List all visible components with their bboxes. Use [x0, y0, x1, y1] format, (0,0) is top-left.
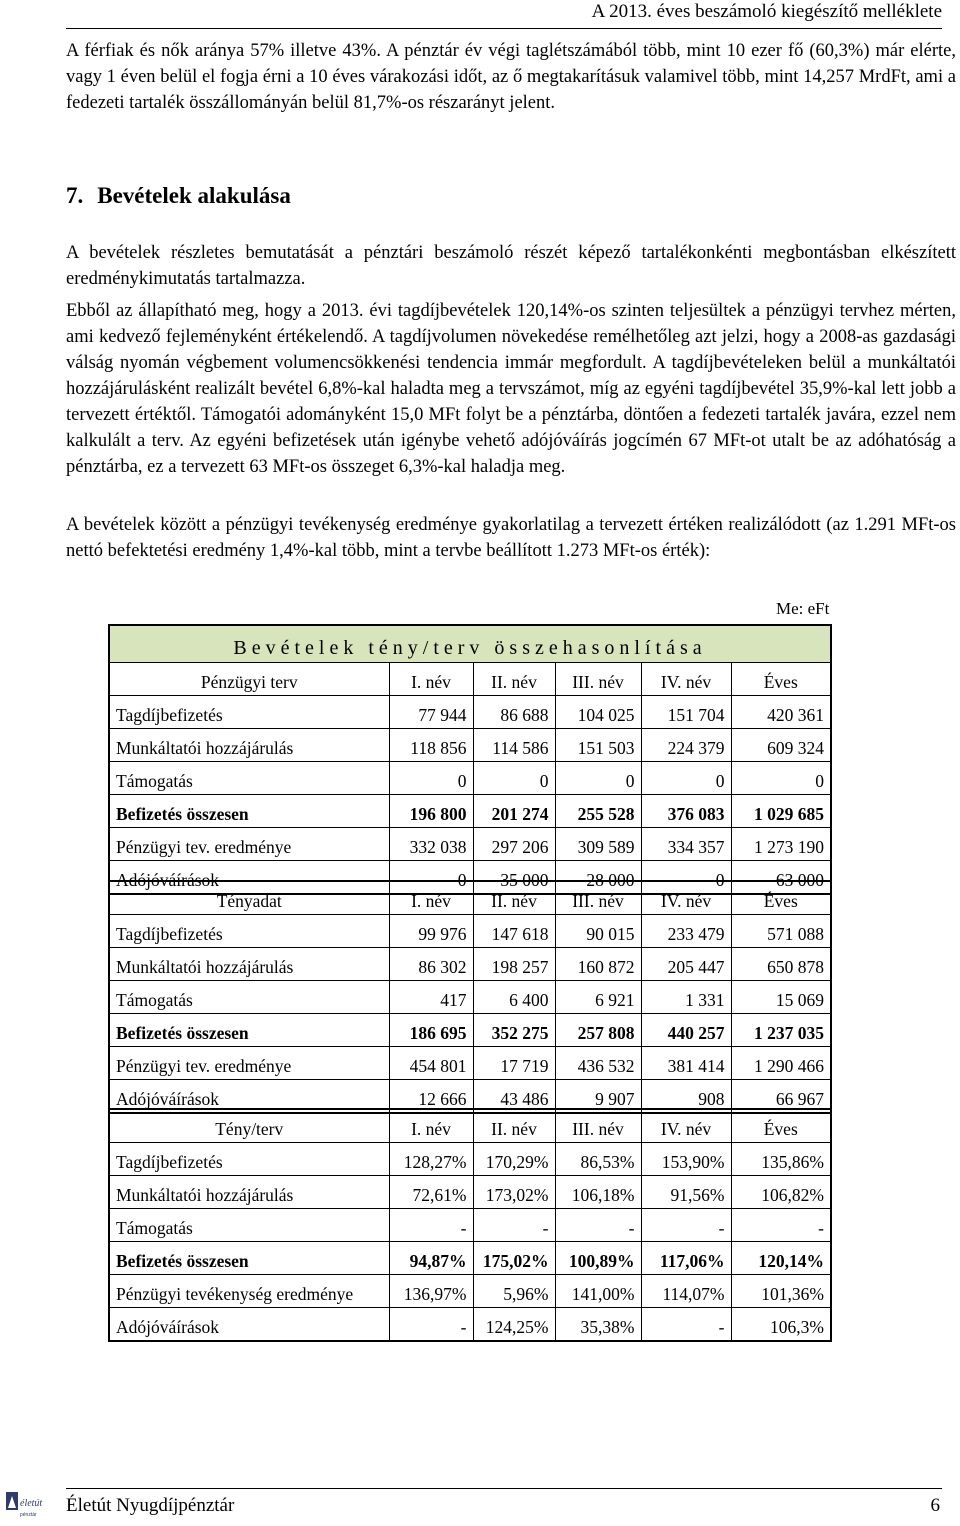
- table-cell: 420 361: [731, 696, 831, 729]
- footer-name: Életút Nyugdíjpénztár: [66, 1495, 235, 1516]
- table-cell: 224 379: [641, 729, 731, 762]
- table-cell: 104 025: [555, 696, 641, 729]
- row-label: Munkáltatói hozzájárulás: [109, 729, 389, 762]
- row-label: Befizetés összesen: [109, 795, 389, 828]
- table-cell: 99 976: [389, 915, 473, 948]
- table-cell: 153,90%: [641, 1143, 731, 1176]
- table-cell: 0: [731, 762, 831, 795]
- table-cell: 101,36%: [731, 1275, 831, 1308]
- row-label: Tagdíjbefizetés: [109, 915, 389, 948]
- table-cell: 128,27%: [389, 1143, 473, 1176]
- header-title: A 2013. éves beszámoló kiegészítő melléklete: [591, 1, 942, 22]
- block-name: Tényadat: [109, 881, 389, 915]
- table-row: [109, 729, 831, 762]
- column-header: IV. név: [641, 663, 731, 696]
- table-cell: 106,18%: [555, 1176, 641, 1209]
- table-cell: 90 015: [555, 915, 641, 948]
- table-cell: 440 257: [641, 1014, 731, 1047]
- logo-text: életút: [20, 1498, 43, 1509]
- section-title: Bevételek alakulása: [97, 183, 291, 208]
- section-number: 7.: [66, 183, 84, 208]
- table-cell: 233 479: [641, 915, 731, 948]
- table-cell: 66 967: [731, 1080, 831, 1114]
- table-cell: 417: [389, 981, 473, 1014]
- table-cell: 91,56%: [641, 1176, 731, 1209]
- table-cell: 0: [641, 861, 731, 895]
- table-row: [109, 1047, 831, 1080]
- table-cell: -: [555, 1209, 641, 1242]
- table-cell: 106,82%: [731, 1176, 831, 1209]
- comparison-title: Bevételek tény/terv összehasonlítása: [109, 625, 831, 663]
- table-cell: 160 872: [555, 948, 641, 981]
- table-cell: 257 808: [555, 1014, 641, 1047]
- actual-table: [108, 880, 832, 1114]
- table-row: [109, 828, 831, 861]
- table-row: [109, 1143, 831, 1176]
- table-cell: 86 302: [389, 948, 473, 981]
- row-label: Munkáltatói hozzájárulás: [109, 1176, 389, 1209]
- column-header: IV. név: [641, 881, 731, 915]
- column-header: Éves: [731, 881, 831, 915]
- column-header: Éves: [731, 1109, 831, 1143]
- table-cell: 114,07%: [641, 1275, 731, 1308]
- table-header-row: [109, 663, 831, 696]
- table-cell: 332 038: [389, 828, 473, 861]
- column-header: I. név: [389, 1109, 473, 1143]
- row-label: Befizetés összesen: [109, 1242, 389, 1275]
- column-header: III. név: [555, 1109, 641, 1143]
- column-header: III. név: [555, 663, 641, 696]
- table-cell: 5,96%: [473, 1275, 555, 1308]
- table-cell: 170,29%: [473, 1143, 555, 1176]
- table-header-row: [109, 1109, 831, 1143]
- row-label: Támogatás: [109, 762, 389, 795]
- table-cell: 0: [555, 762, 641, 795]
- company-logo: [4, 1490, 50, 1522]
- row-label: Pénzügyi tev. eredménye: [109, 828, 389, 861]
- row-label: Pénzügyi tevékenység eredménye: [109, 1275, 389, 1308]
- table-cell: 118 856: [389, 729, 473, 762]
- page-header: [66, 0, 942, 29]
- row-label: Tagdíjbefizetés: [109, 696, 389, 729]
- table-row: [109, 915, 831, 948]
- table-cell: 63 000: [731, 861, 831, 895]
- table-cell: -: [389, 1209, 473, 1242]
- table-cell: 0: [473, 762, 555, 795]
- table-cell: 43 486: [473, 1080, 555, 1114]
- row-label: Munkáltatói hozzájárulás: [109, 948, 389, 981]
- table-cell: 124,25%: [473, 1308, 555, 1342]
- table-cell: 28 000: [555, 861, 641, 895]
- block-name: Pénzügyi terv: [109, 663, 389, 696]
- table-row: [109, 762, 831, 795]
- table-row: [109, 948, 831, 981]
- paragraph-financial-result: A bevételek között a pénzügyi tevékenység eredménye gyakorlatilag a tervezett értéken realizálódott (az 1.291 MFt-os nettó befektetési eredmény 1,4%-kal több, mint a tervbe beállított 1.273 MFt-os érték):: [66, 515, 956, 561]
- page-footer: [66, 1488, 942, 1519]
- table-row-total: [109, 795, 831, 828]
- table-cell: 35 000: [473, 861, 555, 895]
- table-cell: 114 586: [473, 729, 555, 762]
- table-cell: 571 088: [731, 915, 831, 948]
- table-header-row: [109, 881, 831, 915]
- table-cell: 609 324: [731, 729, 831, 762]
- table-cell: 94,87%: [389, 1242, 473, 1275]
- table-cell: 173,02%: [473, 1176, 555, 1209]
- row-label: Támogatás: [109, 981, 389, 1014]
- plan-table: [108, 624, 832, 895]
- table-cell: 147 618: [473, 915, 555, 948]
- column-header: Éves: [731, 663, 831, 696]
- column-header: II. név: [473, 1109, 555, 1143]
- row-label: Adójóváírások: [116, 1089, 220, 1109]
- table-cell: 436 532: [555, 1047, 641, 1080]
- table-cell: 72,61%: [389, 1176, 473, 1209]
- table-row-total: [109, 1242, 831, 1275]
- table-cell: 175,02%: [473, 1242, 555, 1275]
- table-cell: 376 083: [641, 795, 731, 828]
- table-cell: 0: [389, 861, 473, 895]
- table-cell: 151 704: [641, 696, 731, 729]
- table-cell: 0: [641, 762, 731, 795]
- table-cell: 35,38%: [555, 1308, 641, 1342]
- table-cell: 334 357: [641, 828, 731, 861]
- table-cell: 1 237 035: [731, 1014, 831, 1047]
- row-label: Befizetés összesen: [109, 1014, 389, 1047]
- paragraph-revenue-analysis: Ebből az állapítható meg, hogy a 2013. évi tagdíjbevételek 120,14%-os szinten teljesültek a pénzügyi tervhez mérten, ami kedvező fejleményként értékelendő. A tagdíjvolumen növekedése remélhetőleg azt jelzi, hogy a 2008-as gazdasági válság nyomán végbement volumencsökkenési tendencia immár megfordult. A tagdíjbevételeken belül a munkáltatói hozzájárulásként realizált bevétel 6,8%-kal haladta meg a tervszámot, míg az egyéni tagdíjbevétel 35,9%-kal lett jobb a tervezett értéktől. Támogatói adományként 15,0 MFt folyt be a pénztárba, döntően a fedezeti tartalék javára, ezzel nem kalkulált a terv. Az egyéni befizetések után igénybe vehető adójóváírás jogcímén 67 MFt-ot utalt be az adóhatóság a pénztárba, ez a tervezett 63 MFt-os összeget 6,3%-kal haladja meg.: [66, 301, 956, 477]
- block-name: Tény/terv: [109, 1109, 389, 1143]
- column-header: II. név: [473, 881, 555, 915]
- table-cell: 309 589: [555, 828, 641, 861]
- table-cell: -: [641, 1308, 731, 1342]
- table-cell: 86 688: [473, 696, 555, 729]
- paragraph-gender-ratio: A férfiak és nők aránya 57% illetve 43%. A pénztár év végi taglétszámából több, mint 10 ezer fő (60,3%) már elérte, vagy 1 éven belül el fogja érni a 10 éves várakozási időt, az ő megtakarításuk valamivel több, mint 14,257 MrdFt, ami a fedezeti tartalék összállományán belül 81,7%-os részarányt jelent.: [66, 41, 956, 113]
- table-row: [109, 1209, 831, 1242]
- table-cell: 120,14%: [731, 1242, 831, 1275]
- row-label: Adójóváírások: [116, 1317, 220, 1337]
- table-cell: 117,06%: [641, 1242, 731, 1275]
- table-cell: -: [641, 1209, 731, 1242]
- table-cell: 100,89%: [555, 1242, 641, 1275]
- table-cell: 381 414: [641, 1047, 731, 1080]
- logo-subtext: pénztár: [20, 1512, 37, 1518]
- column-header: II. név: [473, 663, 555, 696]
- table-row: [109, 1308, 831, 1342]
- table-cell: 141,00%: [555, 1275, 641, 1308]
- table-cell: 106,3%: [731, 1308, 831, 1342]
- column-header: I. név: [389, 663, 473, 696]
- table-cell: 135,86%: [731, 1143, 831, 1176]
- table-cell: 17 719: [473, 1047, 555, 1080]
- table-cell: -: [731, 1209, 831, 1242]
- table-cell: -: [389, 1308, 473, 1342]
- column-header: IV. név: [641, 1109, 731, 1143]
- table-cell: 201 274: [473, 795, 555, 828]
- table-cell: 77 944: [389, 696, 473, 729]
- table-cell: 0: [389, 762, 473, 795]
- page-number: 6: [930, 1495, 940, 1516]
- column-header: I. név: [389, 881, 473, 915]
- row-label: Támogatás: [109, 1209, 389, 1242]
- table-row: [109, 1176, 831, 1209]
- table-cell: 255 528: [555, 795, 641, 828]
- table-cell: 1 331: [641, 981, 731, 1014]
- table-cell: 196 800: [389, 795, 473, 828]
- table-cell: -: [473, 1209, 555, 1242]
- table-cell: 6 921: [555, 981, 641, 1014]
- row-label: Tagdíjbefizetés: [109, 1143, 389, 1176]
- table-cell: 908: [641, 1080, 731, 1114]
- table-cell: 12 666: [389, 1080, 473, 1114]
- table-cell: 6 400: [473, 981, 555, 1014]
- table-cell: 15 069: [731, 981, 831, 1014]
- table-cell: 352 275: [473, 1014, 555, 1047]
- table-cell: 205 447: [641, 948, 731, 981]
- table-cell: 198 257: [473, 948, 555, 981]
- section-heading: [66, 183, 291, 209]
- table-cell: 454 801: [389, 1047, 473, 1080]
- table-cell: 86,53%: [555, 1143, 641, 1176]
- ratio-table: [108, 1108, 832, 1342]
- row-label: Pénzügyi tev. eredménye: [109, 1047, 389, 1080]
- table-cell: 151 503: [555, 729, 641, 762]
- table-cell: 186 695: [389, 1014, 473, 1047]
- table-cell: 9 907: [555, 1080, 641, 1114]
- row-label: Adójóváírások: [116, 870, 220, 890]
- table-row: [109, 1275, 831, 1308]
- column-header: III. név: [555, 881, 641, 915]
- table-cell: 1 290 466: [731, 1047, 831, 1080]
- table-cell: 650 878: [731, 948, 831, 981]
- table-cell: 136,97%: [389, 1275, 473, 1308]
- paragraph-revenue-intro: A bevételek részletes bemutatását a pénztári beszámoló részét képező tartalékonkénti megbontásban elkészített eredménykimutatás tartalmazza.: [66, 243, 956, 289]
- table-row: [109, 696, 831, 729]
- table-cell: 297 206: [473, 828, 555, 861]
- table-row: [109, 981, 831, 1014]
- table-row-total: [109, 1014, 831, 1047]
- table-cell: 1 029 685: [731, 795, 831, 828]
- unit-label: Me: eFt: [776, 599, 830, 618]
- table-cell: 1 273 190: [731, 828, 831, 861]
